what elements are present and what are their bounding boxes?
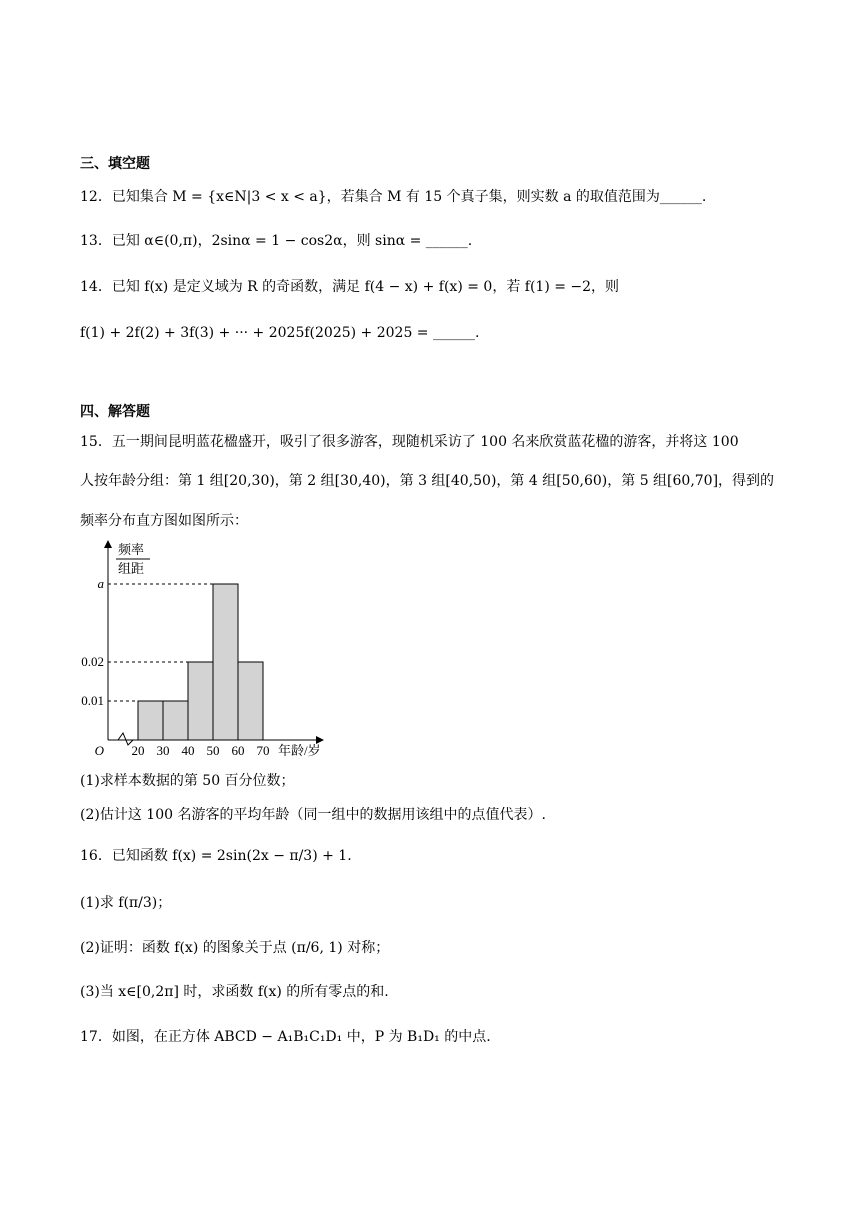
- question-15-line-2: 人按年龄分组：第 1 组[20,30)，第 2 组[30,40)，第 3 组[40,50)，第 4 组[50,60)，第 5 组[60,70]，得到的: [80, 473, 775, 489]
- x-axis-label: 年龄/岁: [278, 743, 321, 758]
- question-16-part-2: (2)证明：函数 f(x) 的图象关于点 (π/6, 1) 对称；: [80, 940, 390, 956]
- histogram-bar: [138, 701, 163, 740]
- x-tick-label: 60: [231, 743, 245, 758]
- x-tick-label: 50: [206, 743, 220, 758]
- x-tick-label: 70: [256, 743, 270, 758]
- question-13: 13．已知 α∈(0,π)，2sinα = 1 − cos2α，则 sinα = ______.: [80, 233, 473, 249]
- histogram-bar: [188, 662, 213, 740]
- y-axis-label-numerator: 频率: [118, 542, 145, 557]
- question-15-part-1: (1)求样本数据的第 50 百分位数；: [80, 773, 295, 789]
- question-17: 17．如图，在正方体 ABCD − A₁B₁C₁D₁ 中，P 为 B₁D₁ 的中点.: [80, 1029, 491, 1045]
- y-axis-label-denominator: 组距: [118, 561, 145, 576]
- x-tick-label: 20: [131, 743, 145, 758]
- question-15-line-3: 频率分布直方图如图所示：: [80, 513, 248, 529]
- histogram-bar: [238, 662, 263, 740]
- x-tick-label: 30: [156, 743, 170, 758]
- histogram-bar: [163, 701, 188, 740]
- histogram-bar: [213, 584, 238, 740]
- y-tick-label: a: [97, 576, 104, 591]
- question-14-line-1: 14．已知 f(x) 是定义域为 R 的奇函数，满足 f(4 − x) + f(x) = 0，若 f(1) = −2，则: [80, 279, 620, 295]
- x-tick-label: 40: [181, 743, 195, 758]
- question-14-line-2: f(1) + 2f(2) + 3f(3) + ··· + 2025f(2025) + 2025 = ______.: [80, 325, 480, 341]
- y-tick-label: 0.02: [81, 654, 104, 669]
- question-15-part-2: (2)估计这 100 名游客的平均年龄（同一组中的数据用该组中的点值代表）.: [80, 807, 546, 823]
- question-15-line-1: 15．五一期间昆明蓝花楹盛开，吸引了很多游客，现随机采访了 100 名来欣赏蓝花楹的游客，并将这 100: [80, 434, 739, 450]
- section-3-heading: 三、填空题: [80, 156, 150, 172]
- question-16-part-3: (3)当 x∈[0,2π] 时，求函数 f(x) 的所有零点的和.: [80, 984, 389, 1000]
- section-4-heading: 四、解答题: [80, 404, 150, 420]
- origin-label: O: [94, 743, 104, 758]
- frequency-histogram: [70, 540, 350, 770]
- question-16-part-1: (1)求 f(π/3)；: [80, 895, 172, 911]
- question-12: 12．已知集合 M = {x∈N|3 < x < a}，若集合 M 有 15 个真子集，则实数 a 的取值范围为______.: [80, 189, 707, 205]
- y-tick-label: 0.01: [81, 693, 104, 708]
- question-16-intro: 16．已知函数 f(x) = 2sin(2x − π/3) + 1.: [80, 848, 352, 864]
